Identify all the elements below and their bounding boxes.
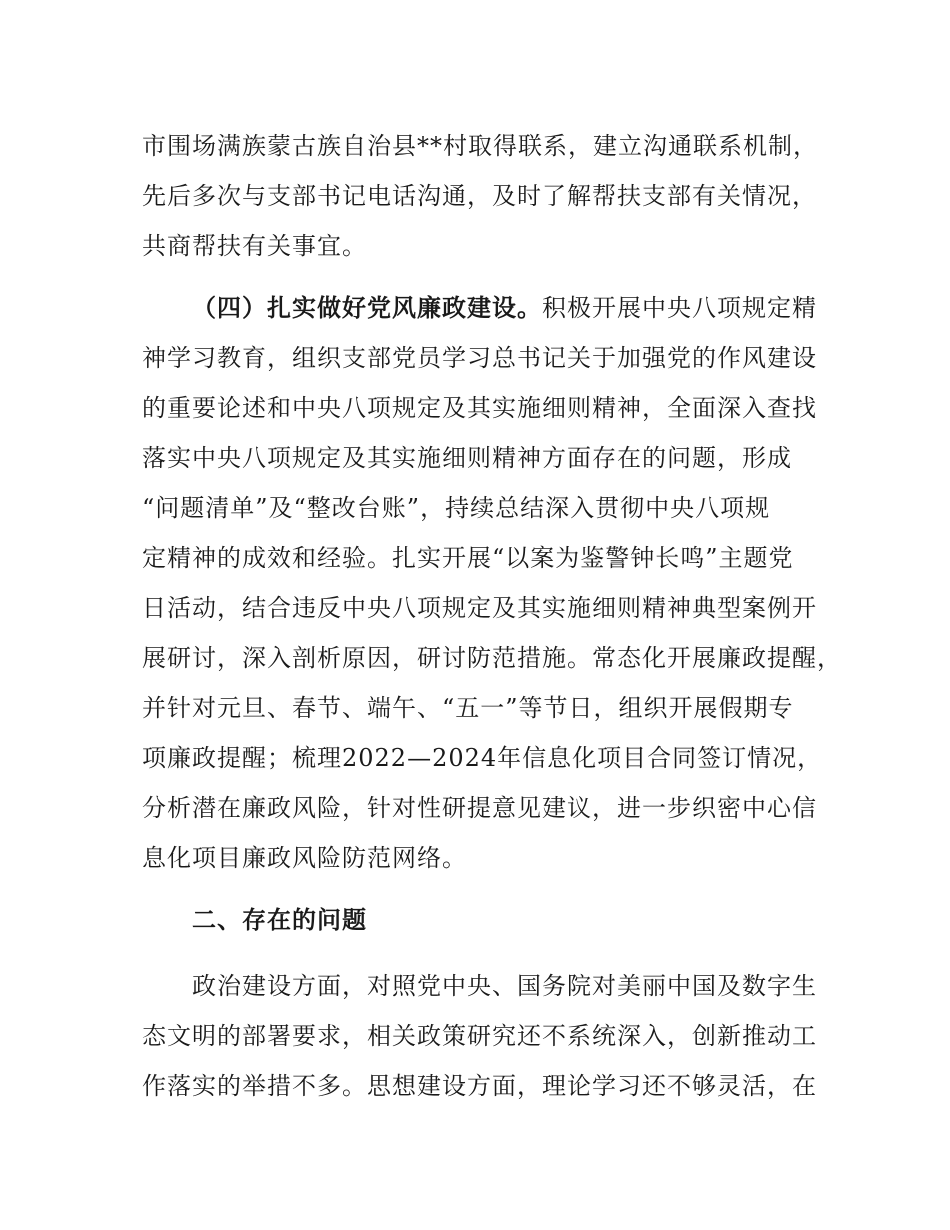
paragraph-line: 神学习教育，组织支部党员学习总书记关于加强党的作风建设 — [142, 344, 817, 372]
section-4-first-line-text: 积极开展中央八项规定精 — [542, 294, 817, 322]
paragraph-line: 作落实的举措不多。思想建设方面，理论学习还不够灵活，在 — [142, 1072, 817, 1100]
section-4-first-line — [192, 293, 817, 323]
paragraph-line: 展研讨，深入剖析原因，研讨防范措施。常态化开展廉政提醒， — [142, 644, 842, 672]
section-4-heading: （四）扎实做好党风廉政建设。 — [192, 294, 542, 322]
paragraph-line: 的重要论述和中央八项规定及其实施细则精神，全面深入查找 — [142, 394, 817, 422]
paragraph-line: 定精神的成效和经验。扎实开展“以案为鉴警钟长鸣”主题党 — [142, 544, 794, 572]
paragraph-line: “问题清单”及“整改台账”，持续总结深入贯彻中央八项规 — [142, 494, 771, 522]
paragraph-line: 共商帮扶有关事宜。 — [142, 232, 367, 260]
paragraph-line: 先后多次与支部书记电话沟通，及时了解帮扶支部有关情况， — [142, 182, 817, 210]
paragraph-line: 日活动，结合违反中央八项规定及其实施细则精神典型案例开 — [142, 594, 817, 622]
paragraph-line: 并针对元旦、春节、端午、“五一”等节日，组织开展假期专 — [142, 694, 794, 722]
paragraph-line: 项廉政提醒；梳理2022—2024年信息化项目合同签订情况， — [142, 744, 823, 772]
section-2-heading: 二、存在的问题 — [192, 906, 367, 934]
paragraph-line: 分析潜在廉政风险，针对性研提意见建议，进一步织密中心信 — [142, 794, 817, 822]
paragraph-line: 政治建设方面，对照党中央、国务院对美丽中国及数字生 — [192, 972, 817, 1000]
paragraph-line: 态文明的部署要求，相关政策研究还不系统深入，创新推动工 — [142, 1022, 817, 1050]
paragraph-line: 落实中央八项规定及其实施细则精神方面存在的问题，形成 — [142, 444, 792, 472]
paragraph-line: 息化项目廉政风险防范网络。 — [142, 844, 467, 872]
paragraph-line: 市围场满族蒙古族自治县**村取得联系，建立沟通联系机制， — [142, 132, 818, 160]
